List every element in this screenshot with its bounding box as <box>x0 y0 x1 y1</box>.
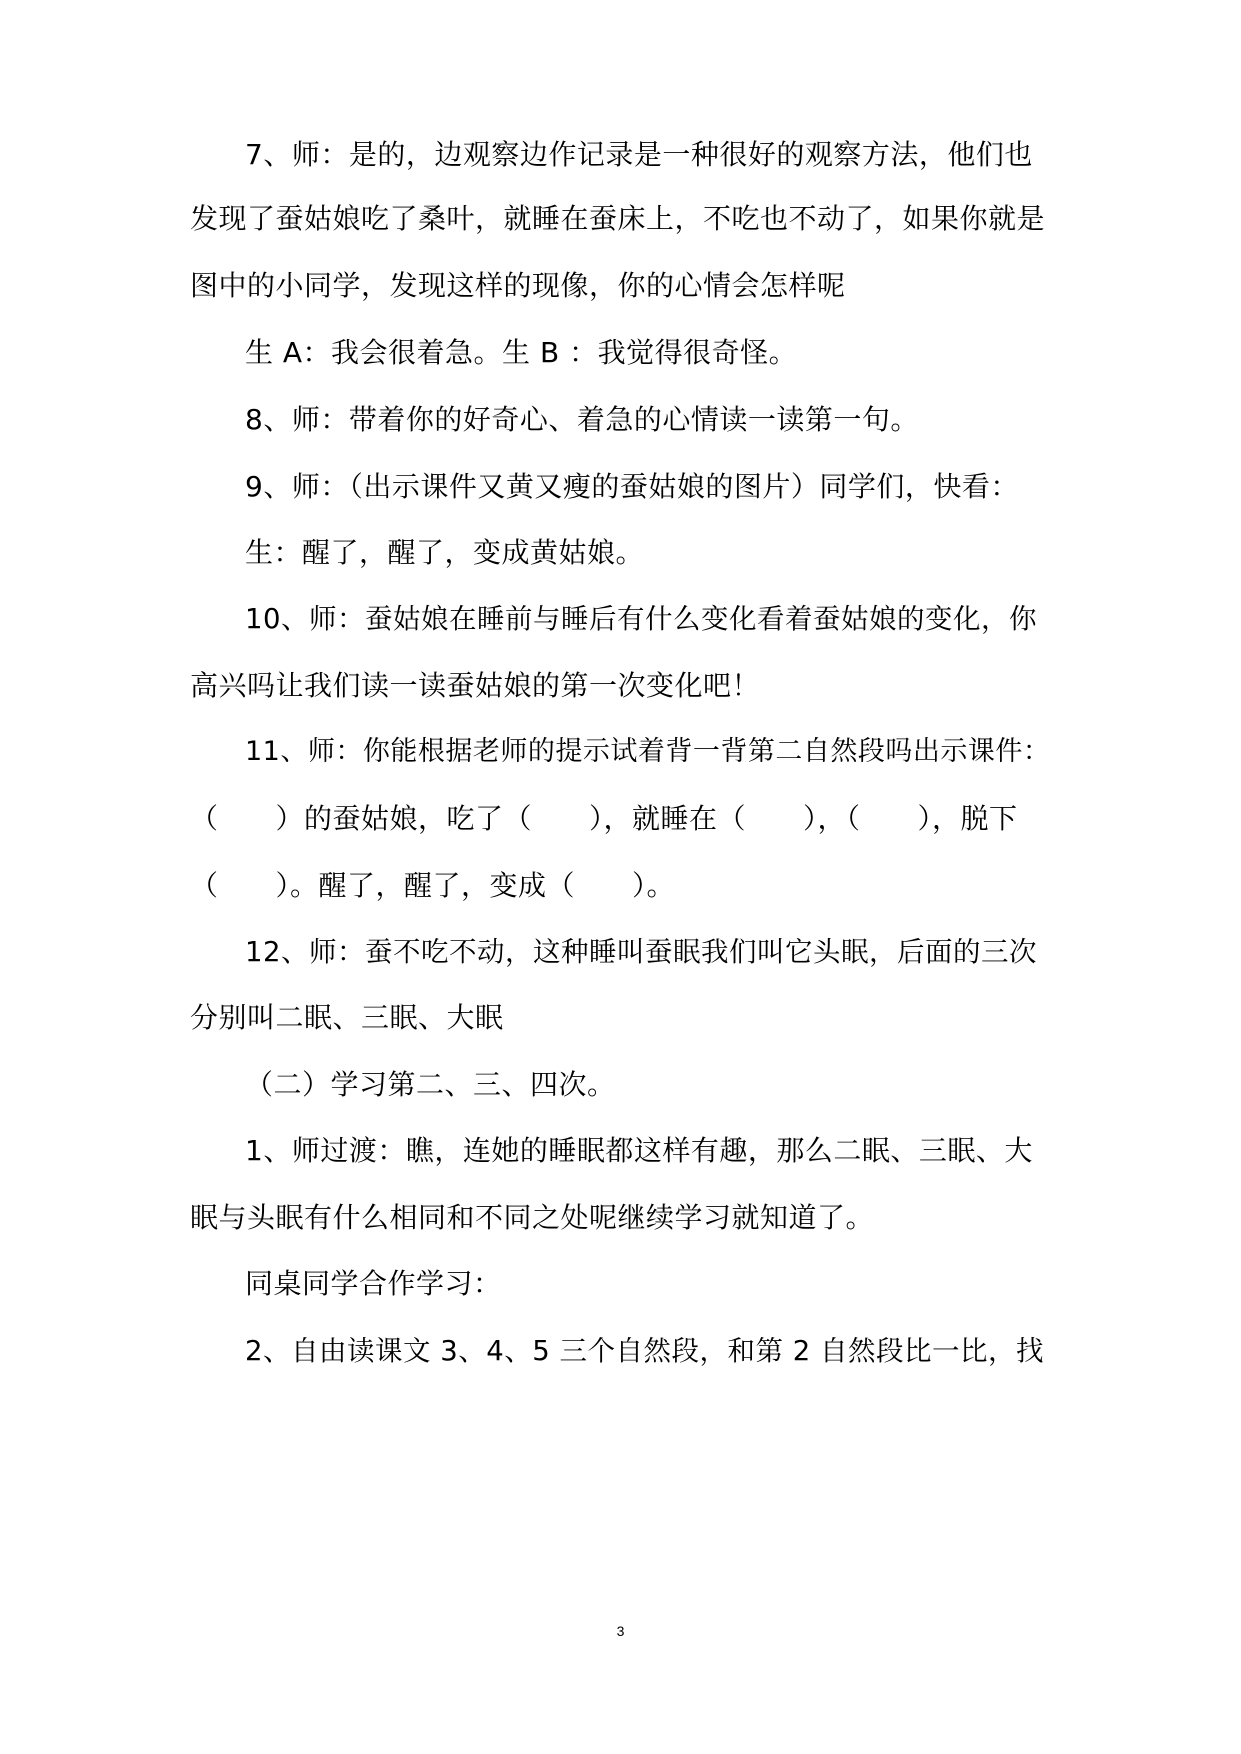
text-line: 11、师：你能根据老师的提示试着背一背第二自然段吗出示课件： <box>245 736 1051 767</box>
text-line: 8、师：带着你的好奇心、着急的心情读一读第一句。 <box>245 403 919 436</box>
text-line: 7、师：是的，边观察边作记录是一种很好的观察方法，他们也 <box>245 138 1033 171</box>
section-heading: （二）学习第二、三、四次。 <box>245 1068 616 1101</box>
text-line: 高兴吗让我们读一读蚕姑娘的第一次变化吧！ <box>190 669 761 702</box>
page-number: 3 <box>616 1623 625 1639</box>
text-line: 眠与头眠有什么相同和不同之处呢继续学习就知道了。 <box>190 1201 875 1234</box>
text-line: 1、师过渡：瞧，连她的睡眠都这样有趣，那么二眠、三眠、大 <box>245 1134 1033 1167</box>
text-line: （ ）的蚕姑娘，吃了（ ），就睡在（ ），（ ），脱下 <box>190 802 1018 835</box>
text-line: 生：醒了，醒了，变成黄姑娘。 <box>245 536 645 569</box>
text-line: 9、师：（出示课件又黄又瘦的蚕姑娘的图片）同学们，快看： <box>245 470 1019 503</box>
text-line: 生 A：我会很着急。生 B ：我觉得很奇怪。 <box>245 336 798 369</box>
text-line: 分别叫二眠、三眠、大眠 <box>190 1001 504 1034</box>
text-line: 同桌同学合作学习： <box>245 1267 502 1300</box>
text-line: 10、师：蚕姑娘在睡前与睡后有什么变化看着蚕姑娘的变化，你 <box>245 603 1037 635</box>
text-line: 12、师：蚕不吃不动，这种睡叫蚕眠我们叫它头眠，后面的三次 <box>245 936 1037 968</box>
text-line: 发现了蚕姑娘吃了桑叶，就睡在蚕床上，不吃也不动了，如果你就是 <box>190 202 1046 235</box>
text-line: （ ）。醒了，醒了，变成（ ）。 <box>190 869 676 902</box>
text-line: 2、自由读课文 3、4、5 三个自然段，和第 2 自然段比一比，找 <box>245 1335 1044 1367</box>
text-line: 图中的小同学，发现这样的现像，你的心情会怎样呢 <box>190 269 846 302</box>
